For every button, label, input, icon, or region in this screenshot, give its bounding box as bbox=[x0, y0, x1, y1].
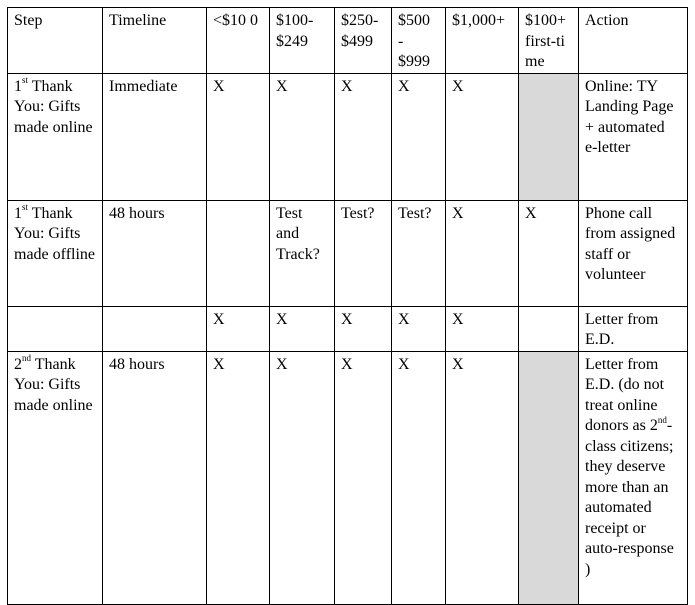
header-action: Action bbox=[579, 8, 688, 74]
action-ordinal-suffix: nd bbox=[657, 414, 667, 425]
under-100-cell: X bbox=[207, 306, 270, 351]
step-cell bbox=[8, 73, 103, 200]
header-250-499: $250- $499 bbox=[335, 8, 392, 74]
step-ordinal: 1 bbox=[14, 77, 22, 95]
first-time-cell bbox=[519, 306, 579, 351]
header-1000-plus: $1,000+ bbox=[446, 8, 519, 74]
action-cell bbox=[579, 351, 688, 604]
step-ordinal-suffix: st bbox=[22, 202, 29, 213]
step-ordinal-suffix: st bbox=[22, 75, 29, 86]
250-499-cell: Test? bbox=[335, 200, 392, 306]
500-999-cell: Test? bbox=[392, 200, 446, 306]
action-cell: Phone call from assigned staff or volunteer bbox=[579, 200, 688, 306]
first-time-cell bbox=[519, 351, 579, 604]
header-under-100: <$10 0 bbox=[207, 8, 270, 74]
under-100-cell: X bbox=[207, 73, 270, 200]
100-249-cell: X bbox=[270, 306, 335, 351]
header-row bbox=[8, 8, 688, 74]
1000-plus-cell: X bbox=[446, 306, 519, 351]
header-timeline: Timeline bbox=[103, 8, 207, 74]
header-first-time: $100+ first-ti me bbox=[519, 8, 579, 74]
500-999-cell: X bbox=[392, 73, 446, 200]
timeline-cell: 48 hours bbox=[103, 200, 207, 306]
1000-plus-cell: X bbox=[446, 200, 519, 306]
timeline-cell bbox=[103, 306, 207, 351]
timeline-cell: Immediate bbox=[103, 73, 207, 200]
first-time-cell bbox=[519, 73, 579, 200]
500-999-cell: X bbox=[392, 351, 446, 604]
250-499-cell: X bbox=[335, 351, 392, 604]
100-249-cell: X bbox=[270, 351, 335, 604]
under-100-cell bbox=[207, 200, 270, 306]
step-ordinal: 2 bbox=[14, 355, 22, 373]
action-cell: Letter from E.D. bbox=[579, 306, 688, 351]
timeline-cell: 48 hours bbox=[103, 351, 207, 604]
250-499-cell: X bbox=[335, 306, 392, 351]
thank-you-plan-table bbox=[7, 7, 688, 605]
step-cell bbox=[8, 306, 103, 351]
500-999-cell: X bbox=[392, 306, 446, 351]
250-499-cell: X bbox=[335, 73, 392, 200]
first-time-cell: X bbox=[519, 200, 579, 306]
step-text: Thank You: Gifts made online bbox=[14, 355, 93, 414]
header-500-999: $500 - $999 bbox=[392, 8, 446, 74]
step-text: Thank You: Gifts made online bbox=[14, 77, 93, 136]
table-row bbox=[8, 200, 688, 306]
table-row bbox=[8, 73, 688, 200]
step-text: Thank You: Gifts made offline bbox=[14, 204, 96, 263]
action-cell: Online: TY Landing Page + automated e-letter bbox=[579, 73, 688, 200]
step-cell bbox=[8, 351, 103, 604]
header-step: Step bbox=[8, 8, 103, 74]
step-ordinal: 1 bbox=[14, 204, 22, 222]
under-100-cell: X bbox=[207, 351, 270, 604]
100-249-cell: X bbox=[270, 73, 335, 200]
action-text: Letter from E.D. (do not treat online donors as 2 bbox=[585, 355, 665, 434]
action-text-continued: -class citizens; they deserve more than an automated receipt or auto-response ) bbox=[585, 417, 674, 578]
table-row bbox=[8, 351, 688, 604]
step-ordinal-suffix: nd bbox=[22, 353, 31, 364]
100-249-cell: Test and Track? bbox=[270, 200, 335, 306]
1000-plus-cell: X bbox=[446, 73, 519, 200]
header-100-249: $100- $249 bbox=[270, 8, 335, 74]
step-cell bbox=[8, 200, 103, 306]
table-row bbox=[8, 306, 688, 351]
1000-plus-cell: X bbox=[446, 351, 519, 604]
